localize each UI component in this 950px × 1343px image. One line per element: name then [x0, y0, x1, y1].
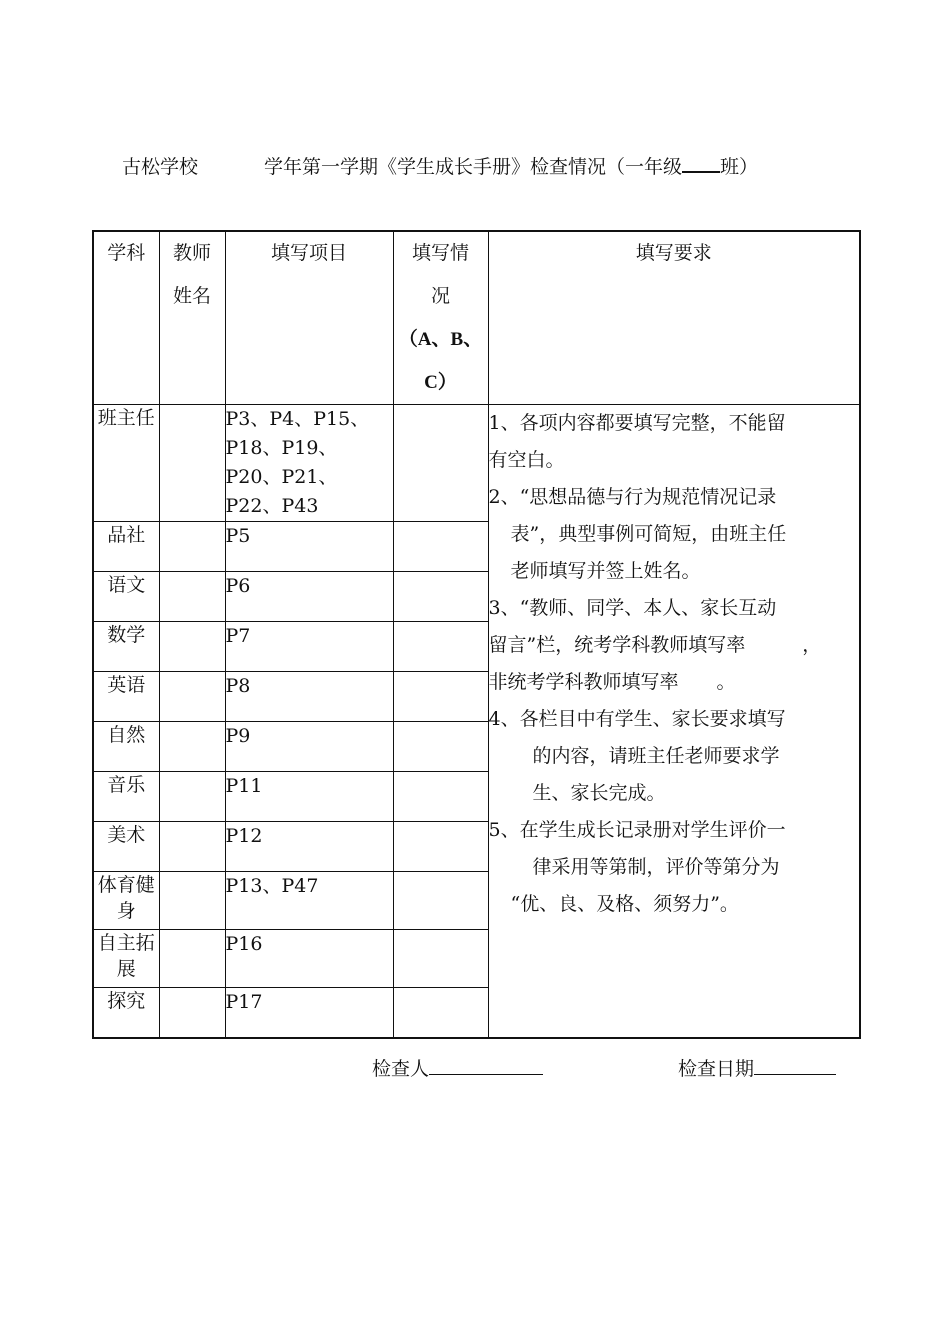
- teacher-cell[interactable]: [159, 822, 225, 872]
- status-cell[interactable]: [393, 622, 488, 672]
- date-blank[interactable]: [754, 1054, 836, 1075]
- date-field: [678, 1054, 836, 1081]
- table-row: [93, 405, 860, 522]
- header-row: [93, 231, 860, 405]
- requirement-5c: “优、良、及格、须努力”。: [510, 893, 739, 915]
- requirement-1b: 有空白。: [488, 449, 565, 471]
- header-status-line1: 填写情: [411, 242, 469, 264]
- header-items: 填写项目: [225, 231, 393, 405]
- header-status-line3: （A、B、: [398, 329, 483, 350]
- subject-cell: 自主拓展: [93, 930, 159, 988]
- requirement-2b: 表”，典型事例可简短，由班主任: [510, 523, 787, 545]
- header-status-line4: C）: [424, 372, 457, 393]
- pages-cell: P11: [225, 772, 393, 822]
- status-cell[interactable]: [393, 672, 488, 722]
- teacher-cell[interactable]: [159, 772, 225, 822]
- teacher-cell[interactable]: [159, 522, 225, 572]
- title-main: 学年第一学期《学生成长手册》检查情况（一年级: [264, 156, 683, 178]
- status-cell[interactable]: [393, 772, 488, 822]
- requirement-5a: 5、在学生成长记录册对学生评价一: [488, 819, 786, 841]
- requirement-2c: 老师填写并签上姓名。: [510, 560, 701, 582]
- subject-cell: 探究: [93, 988, 159, 1038]
- inspector-blank[interactable]: [429, 1054, 543, 1075]
- date-label: 检查日期: [678, 1058, 755, 1080]
- grade-class-blank[interactable]: [682, 155, 720, 173]
- subject-cell: 音乐: [93, 772, 159, 822]
- inspector-label: 检查人: [372, 1058, 430, 1080]
- requirement-3a: 3、“教师、同学、本人、家长互动: [488, 597, 777, 619]
- teacher-cell[interactable]: [159, 405, 225, 522]
- pages-cell: P7: [225, 622, 393, 672]
- pages-cell: P13、P47: [225, 872, 393, 930]
- inspector-field: [372, 1054, 543, 1081]
- pages-cell: P17: [225, 988, 393, 1038]
- requirement-1a: 1、各项内容都要填写完整，不能留: [488, 412, 786, 434]
- pages-cell: P9: [225, 722, 393, 772]
- subject-cell: 数学: [93, 622, 159, 672]
- pages-cell: P8: [225, 672, 393, 722]
- pages-cell: P3、P4、P15、P18、P19、P20、P21、P22、P43: [225, 405, 393, 522]
- status-cell[interactable]: [393, 930, 488, 988]
- subject-cell: 美术: [93, 822, 159, 872]
- teacher-cell[interactable]: [159, 930, 225, 988]
- pages-cell: P12: [225, 822, 393, 872]
- status-cell[interactable]: [393, 988, 488, 1038]
- header-status-line2: 况: [430, 285, 450, 307]
- teacher-cell[interactable]: [159, 572, 225, 622]
- requirement-4b: 的内容，请班主任老师要求学: [532, 745, 780, 767]
- header-teacher-line1: 教师: [172, 242, 211, 264]
- teacher-cell[interactable]: [159, 622, 225, 672]
- requirement-4a: 4、各栏目中有学生、家长要求填写: [488, 708, 786, 730]
- subject-cell: 语文: [93, 572, 159, 622]
- status-cell[interactable]: [393, 572, 488, 622]
- title-text: [264, 152, 758, 179]
- teacher-cell[interactable]: [159, 722, 225, 772]
- status-cell[interactable]: [393, 522, 488, 572]
- title-suffix: 班）: [720, 156, 759, 178]
- header-teacher-line2: 姓名: [172, 285, 211, 307]
- status-cell[interactable]: [393, 822, 488, 872]
- requirement-4c: 生、家长完成。: [532, 782, 666, 804]
- inspection-table: [92, 230, 861, 1039]
- header-status: [393, 231, 488, 405]
- requirement-3c: 非统考学科教师填写率 。: [488, 671, 736, 693]
- status-cell[interactable]: [393, 405, 488, 522]
- status-cell[interactable]: [393, 722, 488, 772]
- header-requirements: 填写要求: [488, 231, 860, 405]
- subject-cell: 自然: [93, 722, 159, 772]
- header-subject: 学科: [93, 231, 159, 405]
- document-title: [0, 152, 950, 182]
- header-teacher: [159, 231, 225, 405]
- teacher-cell[interactable]: [159, 672, 225, 722]
- requirement-3b: 留言”栏，统考学科教师填写率 ，: [488, 634, 822, 656]
- pages-cell: P6: [225, 572, 393, 622]
- pages-cell: P5: [225, 522, 393, 572]
- subject-cell: 品社: [93, 522, 159, 572]
- subject-cell: 班主任: [93, 405, 159, 522]
- teacher-cell[interactable]: [159, 988, 225, 1038]
- requirements-cell: [488, 405, 860, 1038]
- teacher-cell[interactable]: [159, 872, 225, 930]
- pages-cell: P16: [225, 930, 393, 988]
- school-name: 古松学校: [122, 156, 199, 178]
- requirement-5b: 律采用等第制，评价等第分为: [532, 856, 780, 878]
- requirement-2a: 2、“思想品德与行为规范情况记录: [488, 486, 777, 508]
- subject-cell: 体育健身: [93, 872, 159, 930]
- subject-cell: 英语: [93, 672, 159, 722]
- status-cell[interactable]: [393, 872, 488, 930]
